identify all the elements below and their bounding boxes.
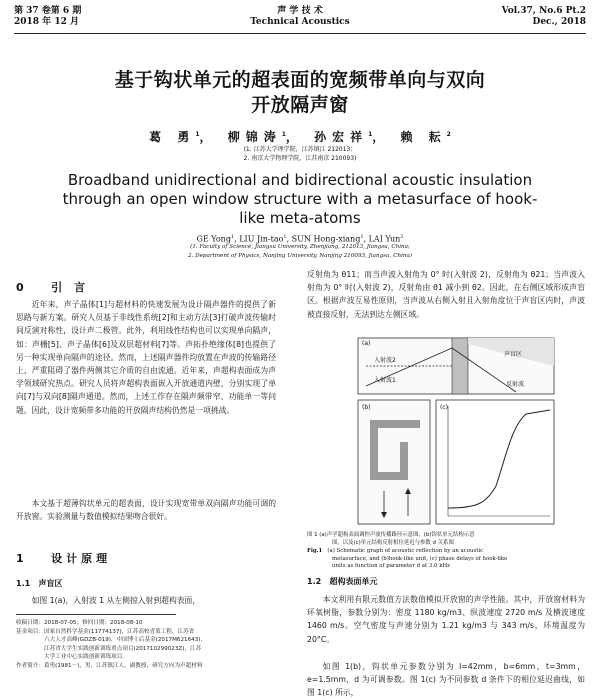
author-zh-4: 赖 耘 (400, 130, 447, 144)
figure-1b-hook-inner (400, 442, 408, 480)
footnote-author-bio: 作者简介：葛勇(1981－)，男，江苏镇江人，副教授，研究方向为声超材料 (16, 662, 203, 669)
header-journal (240, 6, 360, 28)
section-1-heading (16, 550, 111, 566)
title-en-line1: Broadband unidirectional and bidirectional acoustic insulation (67, 171, 533, 189)
title-en-line3: like meta-atoms (239, 209, 361, 227)
footnote-funding-4: 大学工业中心实践创新训练项目。 (44, 654, 128, 660)
footnote-block (16, 619, 281, 670)
author-en-1-sup: 1 (230, 234, 235, 240)
footnote-funding-3: 江苏省大学生实践创新训练重点项目(201710299023Z)，江苏 (44, 645, 202, 652)
subsection-1-1-number: 1.1 (16, 579, 31, 588)
section-1-title: 设计原理 (51, 552, 112, 565)
header-journal-zh: 声 学 技 术 (277, 6, 323, 16)
figure-1b-frame (358, 400, 430, 524)
author-en-2: , LIU Jin-tao (234, 234, 284, 244)
footnote-funding-2: 六大人才高峰(GDZB-019)，中国博士后基金(2017M621643)， (44, 637, 207, 643)
figure-1a-metasurface (452, 338, 468, 394)
section-0-paragraph-2: 本文基于超薄钩状单元的超表面，设计实现宽带单双向隔声功能可调的开放窗。实验测量与数值模拟结果吻合很好。 (16, 499, 276, 522)
author-zh-3-sup: 1 (368, 131, 373, 138)
subsection-1-2-number: 1.2 (307, 577, 322, 586)
subsection-1-2-title: 超构表面单元 (329, 577, 378, 586)
author-zh-4-sup: 2 (446, 131, 451, 138)
author-zh-3: 孙宏祥 (314, 130, 369, 144)
authors-en (0, 232, 600, 245)
section-0-title: 引 言 (51, 281, 89, 294)
subsection-1-2-paragraph-2: 如图 1(b)，钩状单元参数分别为 l=42mm，b=6mm，t=3mm，e=1.5mm，d 为可调参数。图 1(c) 为不同参数 d 条件下的相位延迟曲线，如图 1(c) 所示， (307, 662, 585, 698)
header-volume-line: 第 37 卷第 6 期 (14, 6, 82, 16)
authors-zh: 葛 勇$^1$， 柳锦涛$^1$， 孙宏祥$^1$， 赖 耘$^2$ (149, 130, 451, 144)
figure-1c-frame (436, 400, 554, 524)
author-en-2-sup: 1 (283, 234, 287, 240)
subsection-1-1-heading (16, 578, 63, 589)
author-en-3: , SUN Hong-xiang (286, 234, 361, 244)
author-en-4-sup: 2 (400, 234, 404, 240)
figure-1-caption-zh (307, 532, 585, 547)
figure-1b-label: (b) (362, 404, 371, 411)
figure-1-caption-en-label: Fig.1 (307, 548, 323, 554)
affiliation-zh-2: 2. 南京大学物理学院，江苏南京 210093) (243, 155, 357, 162)
figure-1c-label: (c) (440, 404, 448, 411)
figure-1a-reflected-text: 反射波 (506, 381, 525, 388)
subsection-1-1-title: 声盲区 (38, 579, 63, 588)
figure-1-caption-en-3: units as function of parameter d at 3.0 kHz (332, 563, 450, 569)
figure-1b-hook-stem (370, 420, 378, 480)
header-issue-date: Dec., 2018 (532, 17, 586, 27)
author-zh-2-sup: 1 (281, 131, 286, 138)
figure-1a-blind-zone-text: 声盲区 (504, 351, 523, 358)
header-issue-line: Vol.37, No.6 Pt.2 (501, 6, 586, 16)
author-en-1: GE Yong (196, 234, 231, 244)
figure-1a-incident-1-text: 入射波1 (374, 377, 396, 384)
section-1-number: 1 (16, 552, 28, 565)
header-issue (502, 6, 586, 28)
header-volume (14, 6, 81, 28)
author-en-3-sup: 1 (360, 234, 364, 240)
affiliation-en-2: 2. Department of Physics, Nanjing University, Nanjing 210093, Jiangsu, China) (188, 253, 412, 259)
figure-1a-incident-2-text: 入射波2 (374, 357, 396, 364)
header-rule (14, 33, 586, 34)
title-zh-line2: 开放隔声窗 (251, 94, 349, 116)
figure-1-caption-en (307, 548, 585, 571)
figure-1 (356, 336, 556, 526)
title-en-line2: through an open window structure with a metasurface of hook- (62, 190, 538, 208)
subsection-1-2-paragraph-1: 本文利用有限元数值方法数值模拟开放窗的声学性能。其中，开放窗材料为环氧树脂，参数分别为：密度 1180 kg/m3、纵波速度 2720 m/s 及横波速度 1460 m/s。空气密度与声速分别为 1.21 kg/m3 与 343 m/s，环境温度为 20°C。 (307, 595, 585, 644)
right-column-paragraph-1: 反射角为 θ11；而当声波入射角为 0° 时(入射波 2)，反射角为 θ21；当声波入射角为 0° 时(入射波 2)，反射角由 θ1 减小到 θ2。因此，在右侧区域形成声盲区。根据声波互易性原则，当声波从右侧入射且入射角度位于声盲区内时，声波被直接反射，无法到达左侧区域。 (307, 270, 585, 319)
figure-1a-label: (a) (362, 340, 371, 347)
author-en-4: , LAI Yun (363, 234, 401, 244)
affiliation-zh-1: (1. 江苏大学理学院，江苏镇江 212013； (243, 146, 357, 153)
figure-1-graphic (356, 336, 556, 526)
subsection-1-2-heading (307, 576, 378, 587)
figure-1-caption-zh-2: 图，以及(c)单元结构反射相位延迟与参数 d 关系图 (332, 539, 454, 546)
footnote-rule (16, 614, 176, 615)
affiliation-en-1: (1. Faculty of Science, Jiangsu University, Zhenjiang, 212013, Jiangsu, China; (190, 244, 410, 250)
subsection-1-1-paragraph: 如图 1(a)，入射波 1 从左侧掠入射到超构表面， (31, 596, 201, 605)
figure-1-caption-en-2: metasurface, and (b)hook-like unit, (c) phase delays of hook-like (332, 555, 508, 562)
author-zh-1: 葛 勇 (149, 130, 196, 144)
footnote-funding-1: 基金项目：国家自然科学基金(11774137)，江苏高校青蓝工程，江苏省 (16, 628, 195, 635)
section-0-heading (16, 279, 89, 295)
header-date-line: 2018 年 12 月 (14, 17, 79, 27)
section-0-number: 0 (16, 281, 28, 294)
header-journal-en: Technical Acoustics (250, 17, 350, 27)
footnote-received: 收稿日期：2018-07-05；修回日期：2018-08-10 (16, 620, 143, 626)
figure-1-caption-en-1: (a) Schematic graph of acoustic reflection by an acoustic (327, 548, 484, 554)
section-0-paragraph-1: 近年来，声子晶体[1]与超材料的快速发展为设计隔声器件的提供了新思路与新方案。研究人员基于非线性系统[2]和主动方法[3]打破声波传输时间反演对称性，设计声二极管。此外，利用线性结构也可以实现单向隔声，如：声栅[5]、声子晶体[6]及双层超材料[7]等。声拓扑绝缘体[8]也提供了另一种实现单向隔声的途径。然而，上述隔声器件均放置在声波的传输路径上，严重阻碍了器件两侧其它介质的自由流通。近年来，声超构表面成为声学领域研究热点。研究人员将声超构表面嵌入开放通道内壁，分别实现了单向[7]与双向[8]隔声通道。然而，上述工作存在隔声频带窄、功能单一等问题。因此，设计宽频带多功能的开放隔声结构仍然是一项挑战。 (16, 300, 276, 415)
title-zh-line1: 基于钩状单元的超表面的宽频带单向与双向 (114, 69, 486, 91)
figure-1-caption-zh-1: 图 1 (a)声学超构表面调控声波传播路径示意图，(b)钩状单元结构示意 (307, 532, 475, 538)
author-zh-2: 柳锦涛 (227, 130, 282, 144)
author-zh-1-sup: 1 (195, 131, 200, 138)
